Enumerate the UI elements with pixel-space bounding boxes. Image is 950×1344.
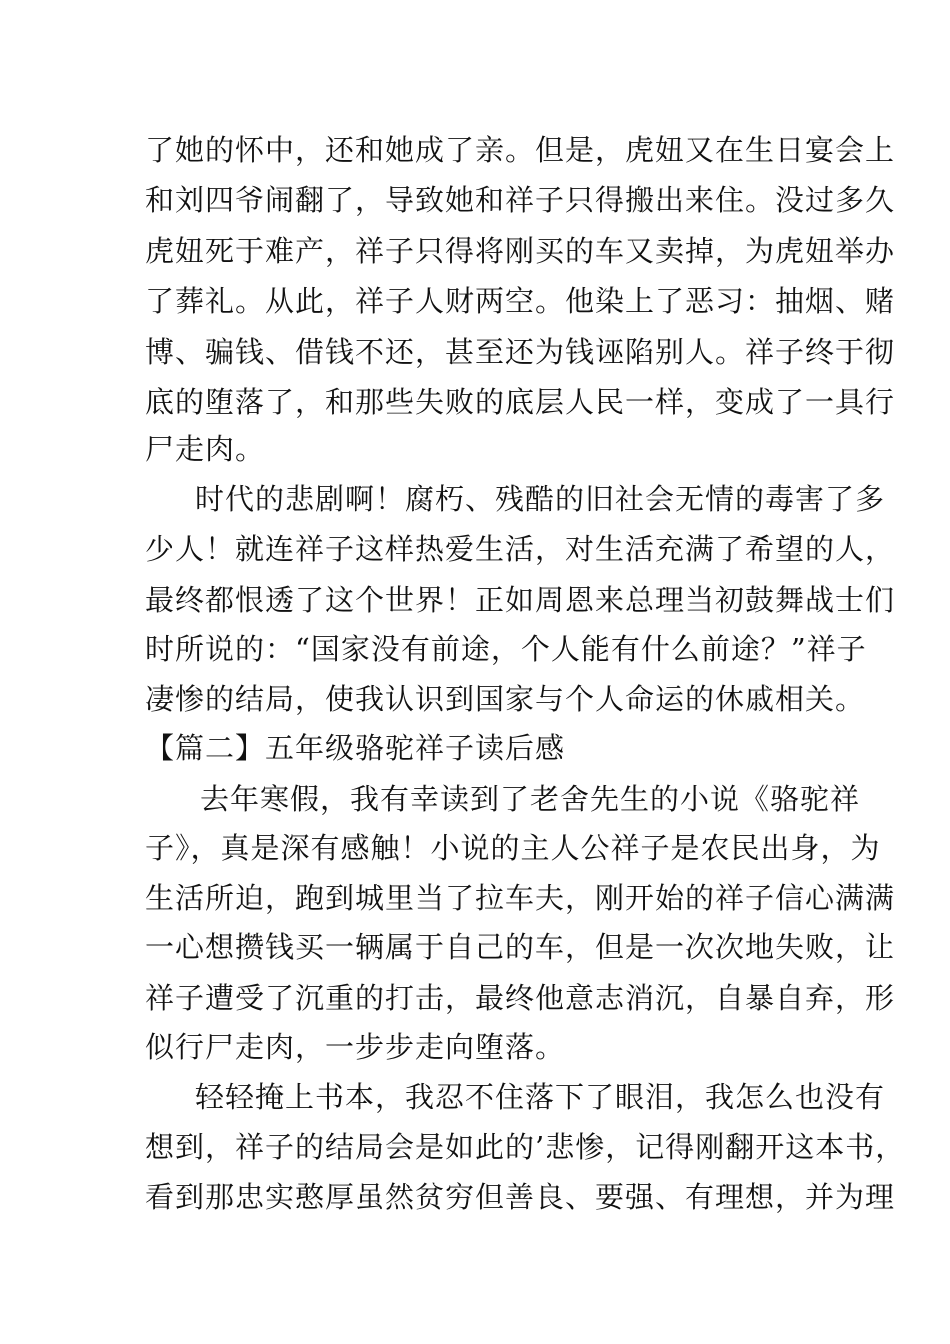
text-line: 和刘四爷闹翻了，导致她和祥子只得搬出来住。没过多久	[145, 183, 896, 217]
text-line: 轻轻掩上书本，我忍不住落下了眼泪，我怎么也没有	[195, 1080, 886, 1114]
text-line: 去年寒假，我有幸读到了老舍先生的小说《骆驼祥	[200, 782, 861, 816]
text-line: 想到，祥子的结局会是如此的’悲惨，记得刚翻开这本书，	[145, 1130, 906, 1164]
text-line: 了葬礼。从此，祥子人财两空。他染上了恶习：抽烟、赌	[145, 284, 896, 318]
text-line: 似行尸走肉，一步步走向堕落。	[145, 1030, 566, 1064]
text-line: 尸走肉。	[145, 432, 266, 466]
text-line: 少人！就连祥子这样热爱生活，对生活充满了希望的人，	[145, 532, 896, 566]
text-line: 生活所迫，跑到城里当了拉车夫，刚开始的祥子信心满满	[145, 881, 896, 915]
text-line: 最终都恨透了这个世界！正如周恩来总理当初鼓舞战士们	[145, 583, 896, 617]
text-line: 子》，真是深有感触！小说的主人公祥子是农民出身，为	[145, 831, 881, 865]
text-line: 凄惨的结局，使我认识到国家与个人命运的休戚相关。	[145, 682, 866, 716]
text-line: 了她的怀中，还和她成了亲。但是，虎妞又在生日宴会上	[145, 133, 896, 167]
text-line: 一心想攒钱买一辆属于自己的车，但是一次次地失败，让	[145, 930, 896, 964]
text-line: 博、骗钱、借钱不还，甚至还为钱诬陷别人。祥子终于彻	[145, 335, 896, 369]
text-line: 祥子遭受了沉重的打击，最终他意志消沉，自暴自弃，形	[145, 981, 896, 1015]
text-line: 时代的悲剧啊！腐朽、残酷的旧社会无情的毒害了多	[195, 482, 886, 516]
text-line: 虎妞死于难产，祥子只得将刚买的车又卖掉，为虎妞举办	[145, 234, 896, 268]
text-line: 看到那忠实憨厚虽然贫穷但善良、要强、有理想，并为理	[145, 1180, 896, 1214]
text-line: 底的堕落了，和那些失败的底层人民一样，变成了一具行	[145, 385, 896, 419]
text-line: 时所说的：“国家没有前途，个人能有什么前途？”祥子	[145, 632, 867, 666]
section-heading: 【篇二】五年级骆驼祥子读后感	[145, 731, 566, 765]
